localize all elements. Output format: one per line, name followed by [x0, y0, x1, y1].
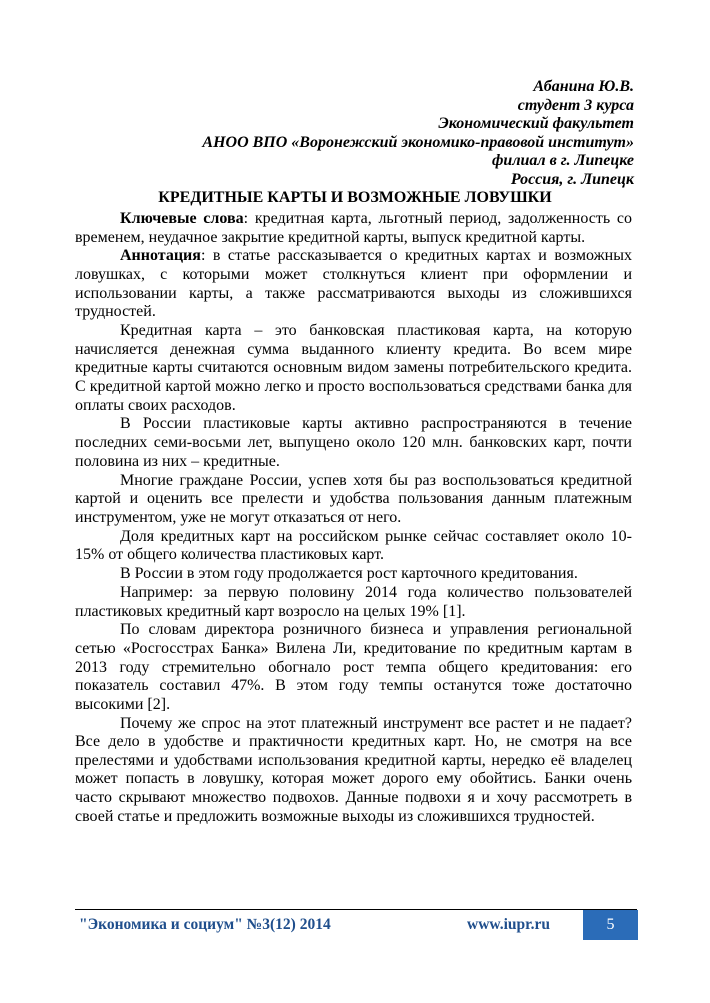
author-institute: АНОО ВПО «Воронежский экономико-правовой институт» [202, 133, 634, 151]
page-number-badge [583, 910, 638, 940]
author-location: Россия, г. Липецк [510, 170, 634, 188]
keywords-text: : кредитная карта, льготный период, задолженность со временем, неудачное закрытие кредитной карты, выпуск кредитной карты. [75, 210, 633, 246]
author-name: Абанина Ю.В. [533, 78, 634, 95]
body-paragraph: Доля кредитных карт на российском рынке сейчас составляет около 10-15% от общего количества пластиковых карт. [75, 527, 632, 564]
footer-divider [75, 909, 637, 910]
body-paragraph: Например: за первую половину 2014 года количество пользователей пластиковых кредитный карт возросло на целых 19% [1]. [75, 583, 632, 620]
article-title: КРЕДИТНЫЕ КАРТЫ И ВОЗМОЖНЫЕ ЛОВУШКИ [158, 189, 552, 206]
abstract-paragraph [75, 247, 632, 321]
abstract-label: Аннотация [120, 247, 201, 265]
footer-url-link[interactable]: www.iupr.ru [467, 916, 550, 933]
body-paragraph: Кредитная карта – это банковская пластиковая карта, на которую начисляется денежная сумма выданного клиенту кредита. Во всем мире кредитные карты считаются основным видом замены потребительского кредита. С кредитной картой можно легко и просто воспользоваться средствами банка для оплаты своих расходов. [75, 322, 632, 414]
body-paragraph: Многие граждане России, успев хотя бы раз воспользоваться кредитной картой и оценить все прелести и удобства пользования данным платежным инструментом, уже не могут отказаться от него. [75, 471, 632, 526]
body-paragraph: В России в этом году продолжается рост карточного кредитования. [120, 565, 578, 583]
footer-journal: "Экономика и социум" №3(12) 2014 [79, 916, 331, 933]
author-branch: филиал в г. Липецке [491, 152, 634, 170]
body-paragraph: Почему же спрос на этот платежный инструмент все растет и не падает? Все дело в удобстве и практичности кредитных карт. Но, не смотря на все прелестями и удобствами использования кредитной карты, нередко её владелец может попасть в ловушку, которая может дорого ему обойтись. Банки очень часто скрывают множество подвохов. Данные подвохи я и хочу рассмотреть в своей статье и предложить возможные выходы из сложившихся трудностей. [75, 714, 632, 825]
author-faculty: Экономический факультет [438, 115, 634, 133]
keywords-paragraph [75, 210, 632, 247]
keywords-label: Ключевые слова [120, 210, 244, 227]
page-number: 5 [606, 916, 615, 933]
body-paragraph: По словам директора розничного бизнеса и управления региональной сетью «Росгосстрах Банка» Вилена Ли, кредитование по кредитным картам в 2013 году стремительно обогнало рост темпа общего кредитования: его показатель составил 47%. В этом году темпы останутся тоже достаточно высокими [2]. [75, 621, 632, 713]
author-block [202, 78, 634, 190]
abstract-text: : в статье рассказывается о кредитных картах и возможных ловушках, с которыми может столкнуться клиент при оформлении и использовании карты, а также рассматриваются выходы из сложившихся трудностей. [75, 247, 632, 321]
body-paragraph: В России пластиковые карты активно распространяются в течение последних семи-восьми лет, выпущено около 120 млн. банковских карт, почти половина из них – кредитные. [75, 415, 632, 470]
article-body [75, 210, 632, 827]
author-position: студент 3 курса [517, 96, 634, 114]
